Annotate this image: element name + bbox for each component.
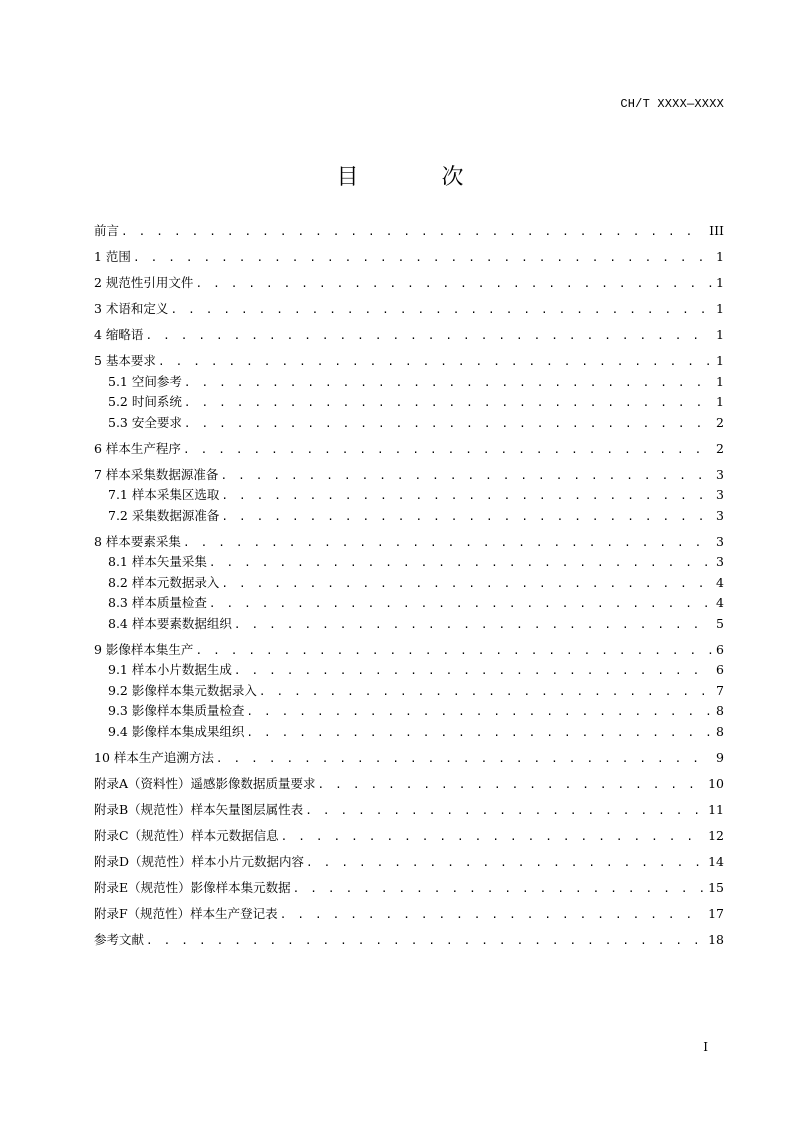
toc-leader-dots bbox=[184, 373, 712, 394]
toc-entry-label: 附录F（规范性）样本生产登记表 bbox=[94, 905, 278, 921]
toc-entry-page: 3 bbox=[716, 533, 724, 549]
toc-subentry[interactable] bbox=[94, 413, 724, 434]
toc-entry-page: 4 bbox=[716, 595, 724, 610]
toc-subentry[interactable] bbox=[94, 593, 724, 614]
toc-entry-page: 9 bbox=[716, 749, 724, 765]
toc-entry-page: 11 bbox=[708, 801, 724, 817]
toc-entry-label: 5.1 空间参考 bbox=[108, 373, 182, 389]
toc-entry-label: 8.1 样本矢量采集 bbox=[108, 554, 207, 569]
toc-leader-dots bbox=[146, 931, 704, 952]
toc-leader-dots bbox=[221, 574, 712, 595]
toc-leader-dots bbox=[246, 723, 712, 744]
toc-entry-page: 12 bbox=[708, 827, 724, 843]
toc-subentry[interactable] bbox=[94, 614, 724, 635]
toc-entry-page: 4 bbox=[716, 574, 724, 590]
toc-entry-label: 参考文献 bbox=[94, 931, 145, 947]
toc-entry-page: III bbox=[709, 223, 724, 238]
toc-entry-label: 附录C（规范性）样本元数据信息 bbox=[94, 827, 279, 843]
toc-subentry[interactable] bbox=[94, 573, 724, 594]
toc-entry[interactable] bbox=[94, 774, 724, 795]
toc-entry-label: 附录B（规范性）样本矢量图层属性表 bbox=[94, 801, 304, 817]
toc-entry[interactable] bbox=[94, 299, 724, 320]
toc-leader-dots bbox=[221, 507, 712, 528]
toc-entry-label: 7.2 采集数据源准备 bbox=[108, 507, 220, 523]
toc-leader-dots bbox=[209, 594, 712, 615]
toc-subentry[interactable] bbox=[94, 722, 724, 743]
toc-entry-page: 1 bbox=[716, 301, 724, 316]
toc-entry-label: 3 术语和定义 bbox=[94, 301, 169, 316]
toc-leader-dots bbox=[170, 300, 712, 321]
toc-entry-page: 18 bbox=[708, 931, 724, 947]
toc-entry-label: 6 样本生产程序 bbox=[94, 440, 181, 456]
toc-entry[interactable] bbox=[94, 748, 724, 769]
toc-entry-page: 1 bbox=[716, 394, 724, 409]
toc-leader-dots bbox=[281, 827, 705, 848]
toc-subentry[interactable] bbox=[94, 660, 724, 681]
toc-leader-dots bbox=[318, 775, 705, 796]
toc-entry-page: 10 bbox=[708, 775, 724, 791]
toc-entry[interactable] bbox=[94, 439, 724, 460]
toc-leader-dots bbox=[133, 248, 712, 269]
toc-subentry[interactable] bbox=[94, 681, 724, 702]
toc-entry[interactable] bbox=[94, 273, 724, 294]
toc-entry-page: 8 bbox=[716, 703, 724, 718]
toc-subentry[interactable] bbox=[94, 701, 724, 722]
toc-entry-label: 5.3 安全要求 bbox=[108, 414, 182, 430]
toc-entry-page: 15 bbox=[708, 879, 724, 895]
toc-entry-label: 2 规范性引用文件 bbox=[94, 275, 194, 290]
toc-entry-label: 9.2 影像样本集元数据录入 bbox=[108, 682, 257, 698]
toc-leader-dots bbox=[183, 533, 712, 554]
toc-entry-label: 8.3 样本质量检查 bbox=[108, 595, 207, 610]
toc-entry-label: 9 影像样本集生产 bbox=[94, 641, 194, 657]
toc-entry-label: 9.1 样本小片数据生成 bbox=[108, 662, 232, 677]
toc-subentry[interactable] bbox=[94, 506, 724, 527]
toc-subentry[interactable] bbox=[94, 372, 724, 393]
toc-leader-dots bbox=[280, 905, 704, 926]
toc-leader-dots bbox=[221, 486, 712, 507]
toc-leader-dots bbox=[145, 326, 712, 347]
toc-entry-page: 2 bbox=[716, 440, 724, 456]
toc-entry-page: 1 bbox=[716, 327, 724, 342]
toc-leader-dots bbox=[121, 222, 705, 243]
page-number: I bbox=[703, 1040, 708, 1054]
toc-entry-page: 6 bbox=[716, 641, 724, 657]
toc-leader-dots bbox=[259, 682, 712, 703]
toc-subentry[interactable] bbox=[94, 392, 724, 413]
page-title: 目 次 bbox=[336, 165, 502, 190]
toc-subentry[interactable] bbox=[94, 485, 724, 506]
toc-entry[interactable] bbox=[94, 930, 724, 951]
toc-leader-dots bbox=[306, 853, 704, 874]
toc-entry-label: 附录E（规范性）影像样本集元数据 bbox=[94, 879, 291, 895]
toc-entry-page: 14 bbox=[708, 853, 724, 869]
toc-entry-label: 1 范围 bbox=[94, 249, 131, 264]
toc-entry[interactable] bbox=[94, 800, 724, 821]
toc-entry[interactable] bbox=[94, 247, 724, 268]
toc-entry-label: 10 样本生产追溯方法 bbox=[94, 749, 214, 765]
toc-entry-label: 8.4 样本要素数据组织 bbox=[108, 615, 232, 631]
toc-leader-dots bbox=[184, 414, 712, 435]
toc-entry-page: 8 bbox=[716, 723, 724, 739]
toc-entry-page: 3 bbox=[716, 466, 724, 482]
toc-entry-page: 5 bbox=[716, 615, 724, 631]
toc-entry-label: 8 样本要素采集 bbox=[94, 533, 181, 549]
toc-entry-page: 1 bbox=[716, 275, 724, 290]
toc-leader-dots bbox=[305, 801, 704, 822]
toc-entry-label: 9.3 影像样本集质量检查 bbox=[108, 703, 245, 718]
toc-entry-label: 5.2 时间系统 bbox=[108, 394, 182, 409]
toc-entry-label: 4 缩略语 bbox=[94, 327, 144, 342]
toc-entry[interactable] bbox=[94, 640, 724, 661]
toc-entry-label: 8.2 样本元数据录入 bbox=[108, 574, 220, 590]
toc-leader-dots bbox=[195, 274, 712, 295]
toc-leader-dots bbox=[158, 352, 712, 373]
toc-leader-dots bbox=[216, 749, 712, 770]
toc-entry-page: 6 bbox=[716, 662, 724, 677]
toc-entry-page: 1 bbox=[716, 353, 724, 368]
toc-entry-label: 9.4 影像样本集成果组织 bbox=[108, 723, 245, 739]
toc-leader-dots bbox=[184, 393, 712, 414]
toc-entry[interactable] bbox=[94, 826, 724, 847]
toc-leader-dots bbox=[183, 440, 712, 461]
toc-entry-label: 前言 bbox=[94, 223, 120, 238]
toc-entry-label: 7.1 样本采集区选取 bbox=[108, 487, 220, 502]
document-code: CH/T XXXX—XXXX bbox=[620, 97, 724, 111]
toc-entry-page: 7 bbox=[716, 682, 724, 698]
toc-subentry[interactable] bbox=[94, 552, 724, 573]
toc-entry-label: 7 样本采集数据源准备 bbox=[94, 466, 219, 482]
toc-entry-page: 3 bbox=[716, 554, 724, 569]
toc-entry[interactable] bbox=[94, 852, 724, 873]
toc-entry[interactable] bbox=[94, 351, 724, 372]
table-of-contents bbox=[94, 221, 724, 950]
toc-entry-label: 5 基本要求 bbox=[94, 353, 156, 368]
toc-leader-dots bbox=[220, 466, 712, 487]
toc-leader-dots bbox=[234, 661, 712, 682]
toc-leader-dots bbox=[246, 702, 712, 723]
toc-entry-page: 17 bbox=[708, 905, 724, 921]
toc-leader-dots bbox=[209, 553, 712, 574]
toc-entry[interactable] bbox=[94, 904, 724, 925]
toc-entry[interactable] bbox=[94, 465, 724, 486]
toc-leader-dots bbox=[293, 879, 704, 900]
toc-leader-dots bbox=[195, 641, 712, 662]
toc-entry-page: 2 bbox=[716, 414, 724, 430]
toc-entry-page: 3 bbox=[716, 507, 724, 523]
toc-entry-page: 1 bbox=[716, 373, 724, 389]
toc-entry-page: 3 bbox=[716, 487, 724, 502]
toc-leader-dots bbox=[234, 615, 712, 636]
toc-entry[interactable] bbox=[94, 221, 724, 242]
toc-entry[interactable] bbox=[94, 325, 724, 346]
toc-entry-label: 附录D（规范性）样本小片元数据内容 bbox=[94, 853, 305, 869]
toc-entry[interactable] bbox=[94, 878, 724, 899]
toc-entry-label: 附录A（资料性）遥感影像数据质量要求 bbox=[94, 775, 316, 791]
toc-entry[interactable] bbox=[94, 532, 724, 553]
toc-entry-page: 1 bbox=[716, 249, 724, 264]
